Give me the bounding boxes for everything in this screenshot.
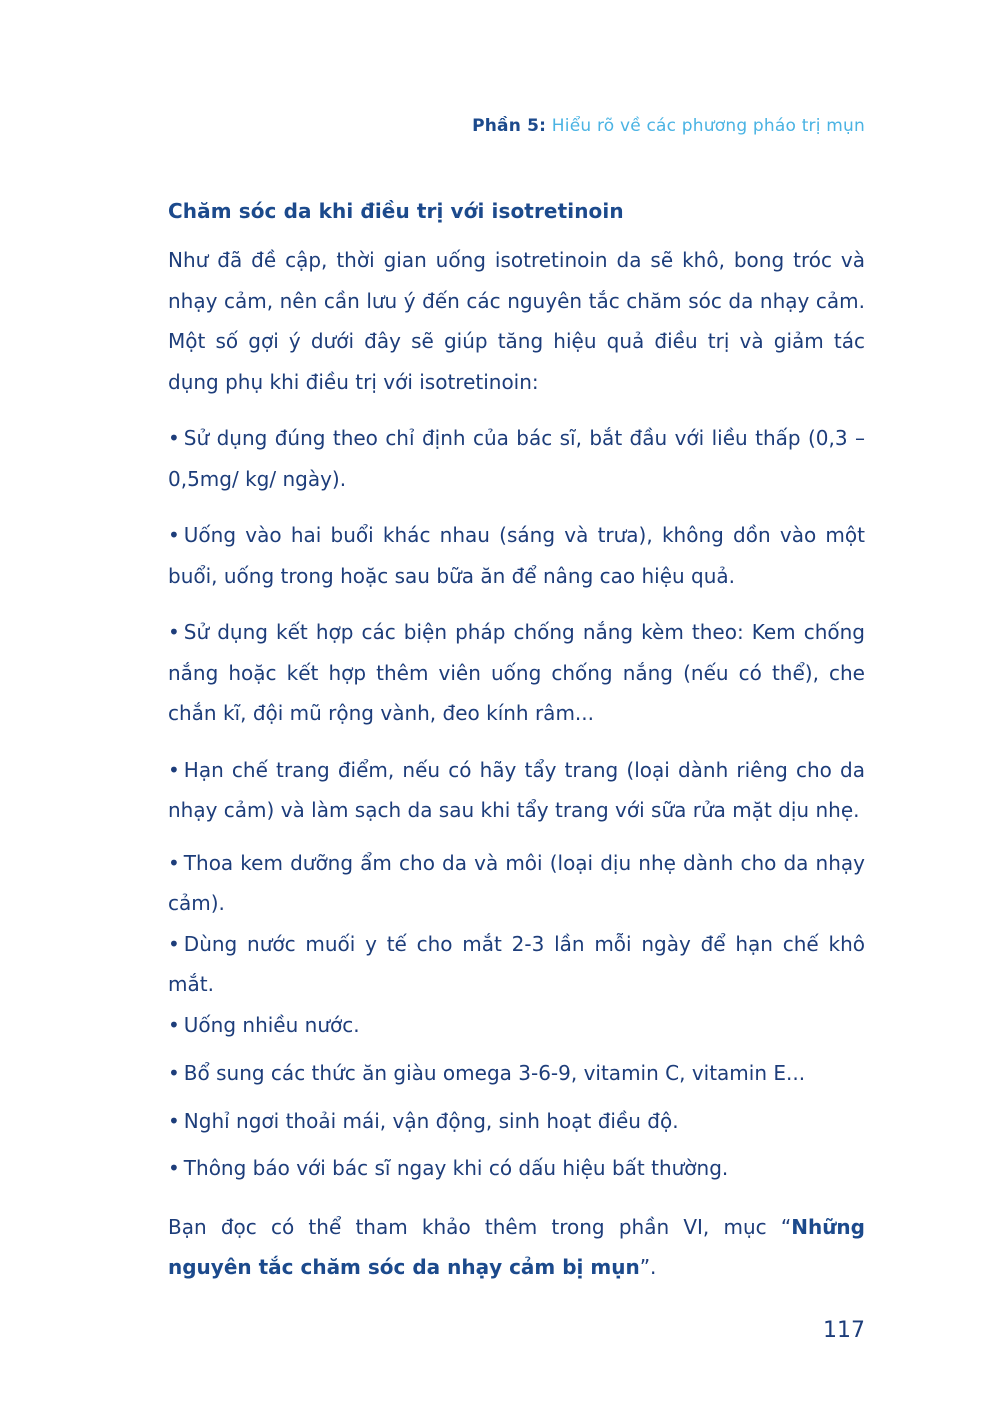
list-item-text: Nghỉ ngơi thoải mái, vận động, sinh hoạt điều độ. xyxy=(183,1108,679,1133)
bullet-icon: • xyxy=(168,1012,180,1037)
list-item xyxy=(168,1148,865,1189)
list-item-text: Thoa kem dưỡng ẩm cho da và môi (loại dịu nhẹ dành cho da nhạy cảm). xyxy=(168,850,865,915)
list-item xyxy=(168,515,865,596)
section-heading: Chăm sóc da khi điều trị với isotretinoin xyxy=(168,199,624,223)
page-content xyxy=(168,196,865,1288)
chapter-title: Hiểu rõ về các phương pháo trị mụn xyxy=(551,116,865,136)
bullet-icon: • xyxy=(168,931,180,956)
list-item-text: Uống nhiều nước. xyxy=(183,1012,360,1037)
list-item xyxy=(168,1101,865,1142)
referenced-section-title: Những nguyên tắc chăm sóc da nhạy cảm bị mụn xyxy=(168,1214,865,1279)
list-item-text: Sử dụng đúng theo chỉ định của bác sĩ, bắt đầu với liều thấp (0,3 – 0,5mg/ kg/ ngày). xyxy=(168,426,865,491)
bullet-icon: • xyxy=(168,620,180,644)
list-item-text: Dùng nước muối y tế cho mắt 2-3 lần mỗi ngày để hạn chế khô mắt. xyxy=(168,931,865,996)
list-item-text: Bổ sung các thức ăn giàu omega 3-6-9, vitamin C, vitamin E... xyxy=(183,1061,806,1085)
list-item-text: Sử dụng kết hợp các biện pháp chống nắng kèm theo: Kem chống nắng hoặc kết hợp thêm viên uống chống nắng (nếu có thể), che chắn kĩ, đội mũ rộng vành, đeo kính râm... xyxy=(168,620,865,725)
bullet-icon: • xyxy=(168,523,180,547)
list-item xyxy=(168,1053,865,1094)
bullet-icon: • xyxy=(168,1061,180,1085)
list-item xyxy=(168,612,865,734)
bullet-icon: • xyxy=(168,1156,180,1180)
closing-text-before: Bạn đọc có thể tham khảo thêm trong phần VI, mục “ xyxy=(168,1214,792,1239)
list-item xyxy=(168,750,865,831)
list-item xyxy=(168,843,865,924)
bullet-icon: • xyxy=(168,850,180,875)
closing-paragraph xyxy=(168,1207,865,1288)
list-item xyxy=(168,1005,865,1046)
bullet-icon: • xyxy=(168,757,180,782)
tips-list xyxy=(168,418,865,1189)
list-item-text: Thông báo với bác sĩ ngay khi có dấu hiệu bất thường. xyxy=(183,1156,729,1180)
bullet-icon: • xyxy=(168,426,180,450)
page-number: 117 xyxy=(823,1318,865,1343)
list-item-text: Uống vào hai buổi khác nhau (sáng và trưa), không dồn vào một buổi, uống trong hoặc sau bữa ăn để nâng cao hiệu quả. xyxy=(168,523,865,588)
running-header xyxy=(472,116,865,136)
closing-text-after: ”. xyxy=(639,1255,657,1279)
chapter-label: Phần 5: xyxy=(472,116,547,136)
list-item-text: Hạn chế trang điểm, nếu có hãy tẩy trang (loại dành riêng cho da nhạy cảm) và làm sạch da sau khi tẩy trang với sữa rửa mặt dịu nhẹ. xyxy=(168,757,865,822)
intro-paragraph: Như đã đề cập, thời gian uống isotretinoin da sẽ khô, bong tróc và nhạy cảm, nên cần lưu ý đến các nguyên tắc chăm sóc da nhạy cảm. Một số gợi ý dưới đây sẽ giúp tăng hiệu quả điều trị và giảm tác dụng phụ khi điều trị với isotretinoin: xyxy=(168,248,865,394)
list-item xyxy=(168,924,865,1005)
bullet-icon: • xyxy=(168,1108,180,1133)
list-item xyxy=(168,418,865,499)
